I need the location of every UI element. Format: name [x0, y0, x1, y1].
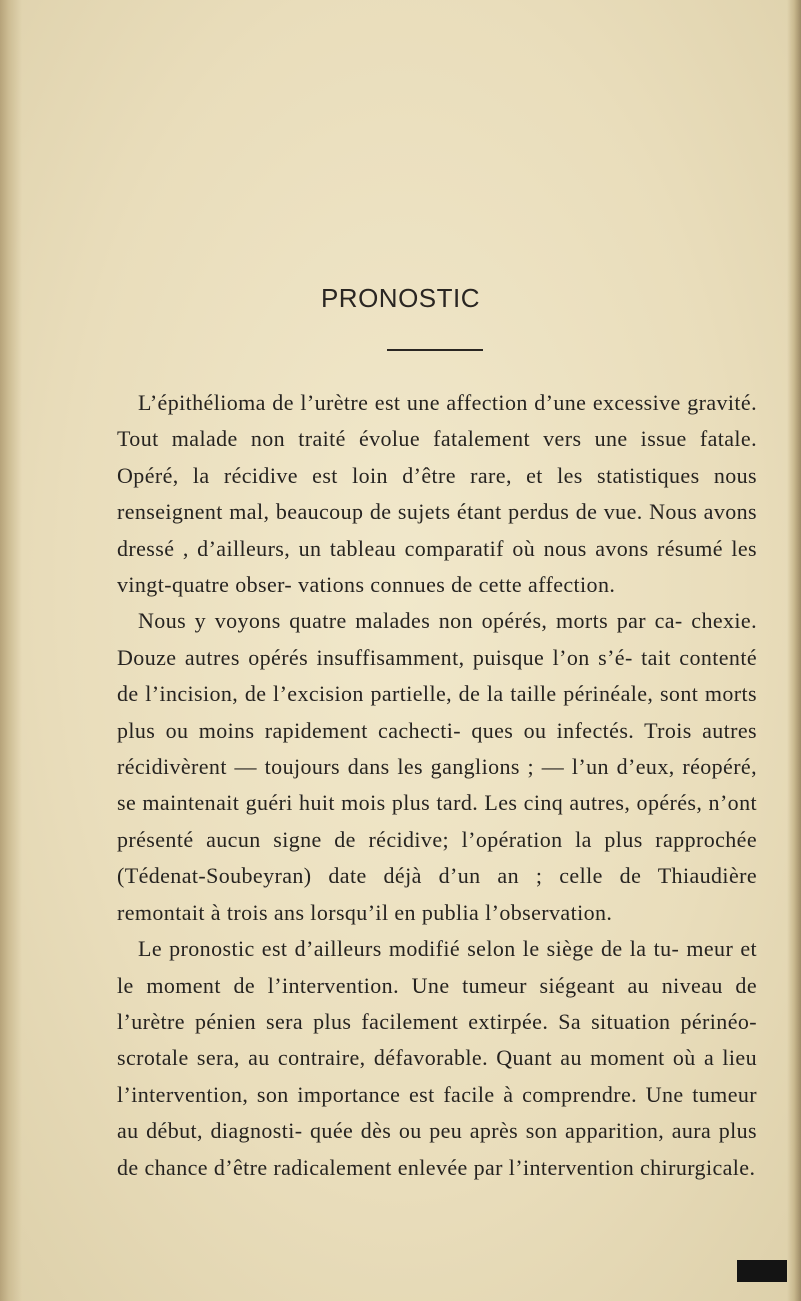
body-text: [117, 385, 757, 1186]
page-left-shadow: [0, 0, 22, 1301]
paragraph-1: L’épithélioma de l’urètre est une affection d’une excessive gravité. Tout malade non traité évolue fatalement vers une issue fatale. Opéré, la récidive est loin d’être rare, et les statistiques nous renseignent mal, beaucoup de sujets étant perdus de vue. Nous avons dressé , d’ailleurs, un tableau comparatif où nous avons résumé les vingt-quatre obser- vations connues de cette affection.: [117, 390, 757, 598]
paragraph-2: Nous y voyons quatre malades non opérés, morts par ca- chexie. Douze autres opérés insuffisamment, puisque l’on s’é- tait contenté de l’incision, de l’excision partielle, de la taille périnéale, sont morts plus ou moins rapidement cachecti- ques ou infectés. Trois autres récidivèrent — toujours dans les ganglions ; — l’un d’eux, réopéré, se maintenait guéri huit mois plus tard. Les cinq autres, opérés, n’ont présenté aucun signe de récidive; l’opération la plus rapprochée (Tédenat-Soubeyran) date déjà d’un an ; celle de Thiaudière remontait à trois ans lorsqu’il en publia l’observation.: [117, 608, 757, 925]
scan-ink-mark: [737, 1260, 787, 1282]
page-title: PRONOSTIC: [320, 283, 481, 313]
title-divider: [387, 349, 483, 351]
page-right-edge: [787, 0, 801, 1301]
paragraph-3: Le pronostic est d’ailleurs modifié selon le siège de la tu- meur et le moment de l’intervention. Une tumeur siégeant au niveau de l’urètre pénien sera plus facilement extirpée. Sa situation périnéo-scrotale sera, au contraire, défavorable. Quant au moment où a lieu l’intervention, son importance est facile à comprendre. Une tumeur au début, diagnosti- quée dès ou peu après son apparition, aura plus de chance d’être radicalement enlevée par l’intervention chirurgicale.: [117, 936, 757, 1180]
